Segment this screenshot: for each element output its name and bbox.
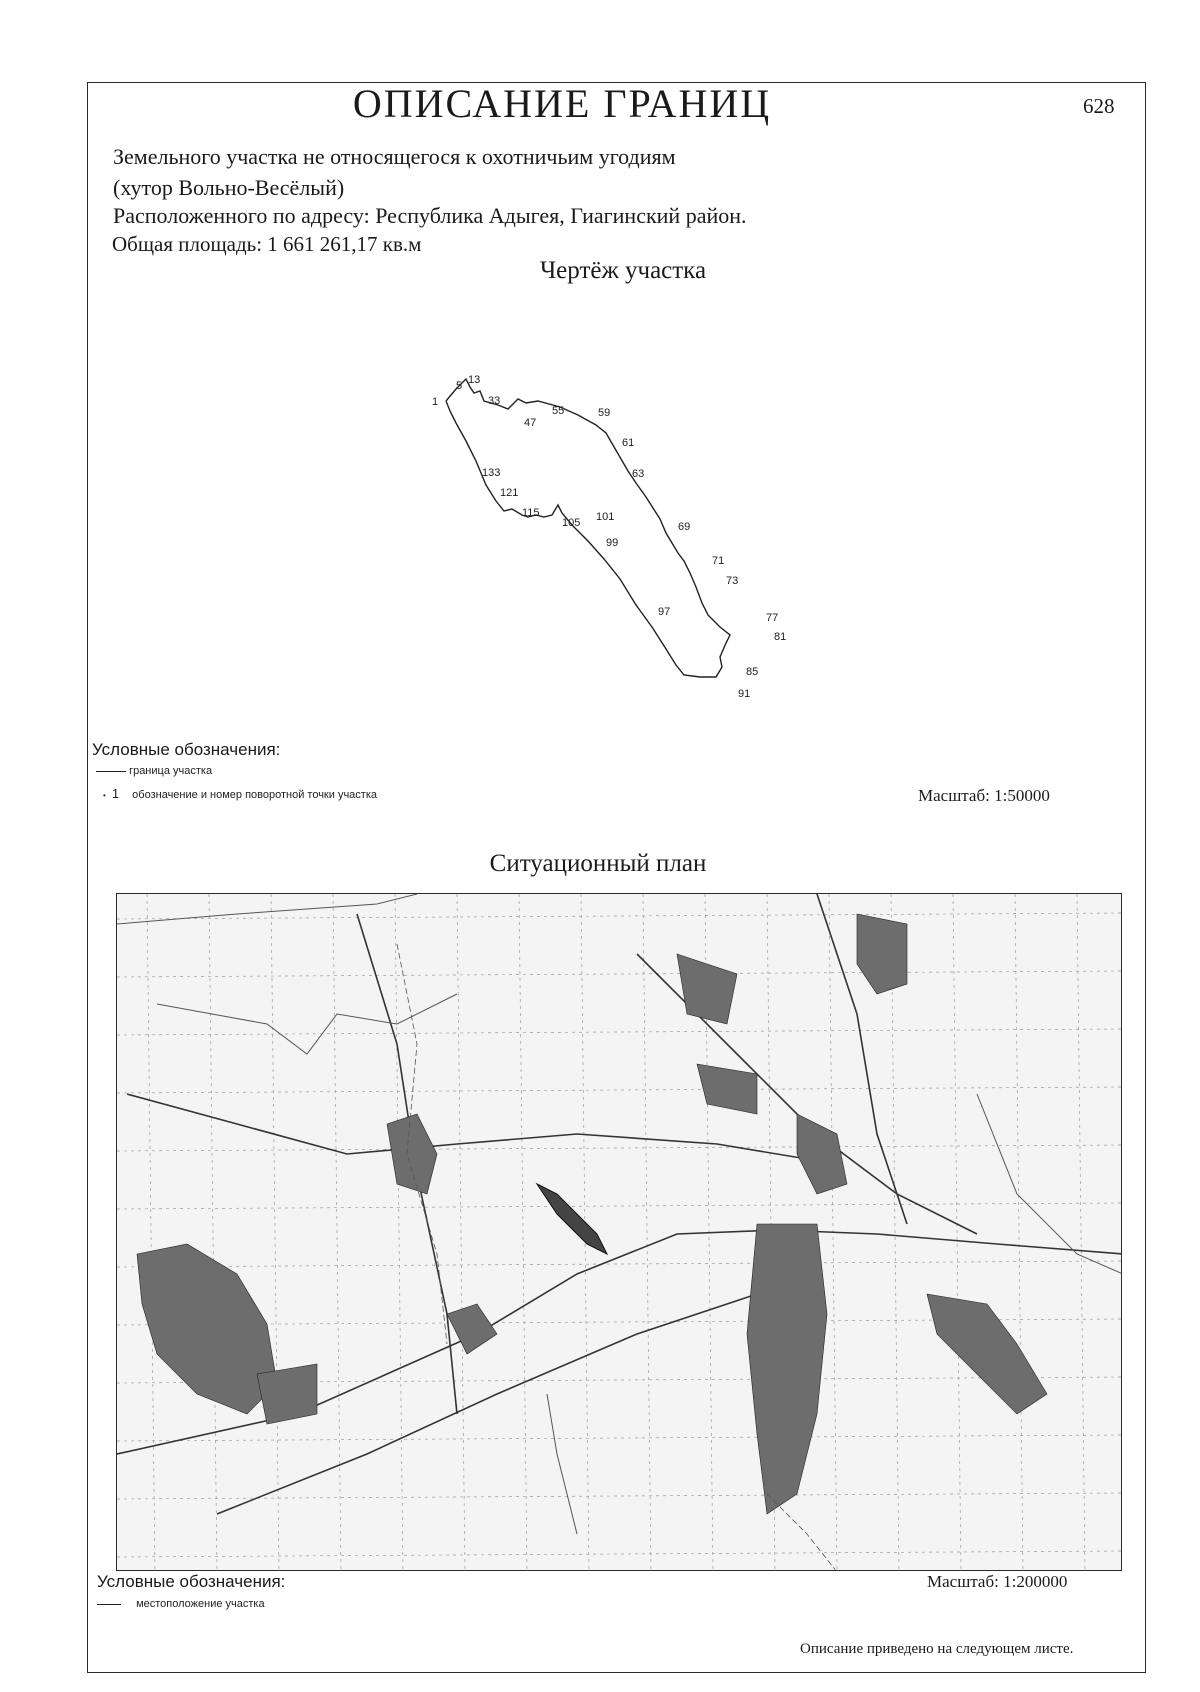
situation-title: Ситуационный план <box>489 850 707 877</box>
point-label-81: 81 <box>774 631 787 643</box>
map-grid-line <box>1015 894 1023 1571</box>
point-label-73: 73 <box>726 575 739 587</box>
settlement-northeast <box>857 914 907 994</box>
location-line-symbol <box>97 1604 121 1605</box>
parcel-location-marker <box>537 1184 607 1254</box>
point-label-115: 115 <box>522 507 540 519</box>
document-title: ОПИСАНИЕ ГРАНИЦ <box>352 81 772 126</box>
point-label-1: 1 <box>432 396 439 408</box>
situation-map-drawing <box>117 894 1122 1571</box>
map-boundaries <box>117 894 1122 1534</box>
settlement-mid <box>697 1064 757 1114</box>
legend-boundary-label: граница участка <box>129 765 213 777</box>
map-grid-line <box>271 894 279 1571</box>
legend-title-sketch: Условные обозначения: <box>92 740 281 759</box>
map-grid-line <box>519 894 527 1571</box>
legend-location-item <box>97 1598 265 1610</box>
point-label-85: 85 <box>746 666 759 678</box>
map-grid-line <box>117 1145 1122 1151</box>
map-settlements <box>137 914 1047 1514</box>
map-grid-line <box>333 894 341 1571</box>
parcel-sketch <box>420 365 820 710</box>
description-line-1: Земельного участка не относящегося к охотничьим угодиям <box>113 144 676 169</box>
map-grid-line <box>117 1203 1122 1209</box>
point-label-61: 61 <box>622 437 635 449</box>
sketch-scale: Масштаб: 1:50000 <box>918 786 1050 805</box>
settlement-center-east <box>747 1224 827 1514</box>
point-label-5: 5 <box>456 380 463 392</box>
boundary-line-symbol <box>96 771 126 772</box>
point-label-99: 99 <box>606 537 619 549</box>
settlement-center <box>387 1114 437 1194</box>
point-label-33: 33 <box>488 395 501 407</box>
map-grid-line <box>117 1029 1122 1035</box>
map-grid-line <box>147 894 155 1571</box>
map-grid-line <box>1077 894 1085 1571</box>
footer-note: Описание приведено на следующем листе. <box>800 1641 1074 1657</box>
page-number: 628 <box>1083 94 1115 118</box>
map-grid-line <box>209 894 217 1571</box>
situation-map <box>116 893 1122 1571</box>
legend-boundary-item <box>96 765 212 777</box>
point-label-121: 121 <box>500 487 519 499</box>
legend-point-number: 1 <box>111 786 120 801</box>
legend-point-label: обозначение и номер поворотной точки участка <box>132 789 377 801</box>
point-label-55: 55 <box>552 405 565 417</box>
description-line-2: (хутор Вольно-Весёлый) <box>113 175 345 200</box>
map-grid-line <box>117 1087 1122 1093</box>
legend-point-item <box>103 786 377 801</box>
point-dot-symbol: • <box>103 791 106 800</box>
map-grid-line <box>953 894 961 1571</box>
legend-location-label: местоположение участка <box>136 1598 265 1610</box>
point-label-47: 47 <box>524 417 537 429</box>
legend-title-map: Условные обозначения: <box>97 1572 286 1591</box>
point-label-69: 69 <box>678 521 691 533</box>
settlement-south-center <box>447 1304 497 1354</box>
sketch-title: Чертёж участка <box>539 257 707 284</box>
settlement-north <box>677 954 737 1024</box>
description-line-3: Расположенного по адресу: Республика Адыгея, Гиагинский район. <box>113 203 747 228</box>
map-grid-line <box>117 913 1122 919</box>
point-label-13: 13 <box>468 374 481 386</box>
point-label-97: 97 <box>658 606 671 618</box>
map-scale: Масштаб: 1:200000 <box>927 1572 1068 1591</box>
settlement-mid-east <box>797 1114 847 1194</box>
settlement-southwest <box>257 1364 317 1424</box>
point-label-101: 101 <box>596 511 615 523</box>
map-grid-line <box>891 894 899 1571</box>
map-grid-line <box>117 1261 1122 1267</box>
point-label-91: 91 <box>738 688 751 700</box>
map-grid-line <box>117 971 1122 977</box>
point-label-105: 105 <box>562 517 581 529</box>
map-grid-line <box>395 894 403 1571</box>
settlement-southeast <box>927 1294 1047 1414</box>
map-grid-line <box>643 894 651 1571</box>
point-label-59: 59 <box>598 407 611 419</box>
map-grid-line <box>457 894 465 1571</box>
point-label-133: 133 <box>482 467 501 479</box>
map-grid-line <box>117 1435 1122 1441</box>
point-label-71: 71 <box>712 555 725 567</box>
map-grid-line <box>117 1551 1122 1557</box>
settlement-west <box>137 1244 277 1414</box>
point-label-77: 77 <box>766 612 779 624</box>
description-line-4: Общая площадь: 1 661 261,17 кв.м <box>112 232 422 256</box>
point-label-63: 63 <box>632 468 645 480</box>
